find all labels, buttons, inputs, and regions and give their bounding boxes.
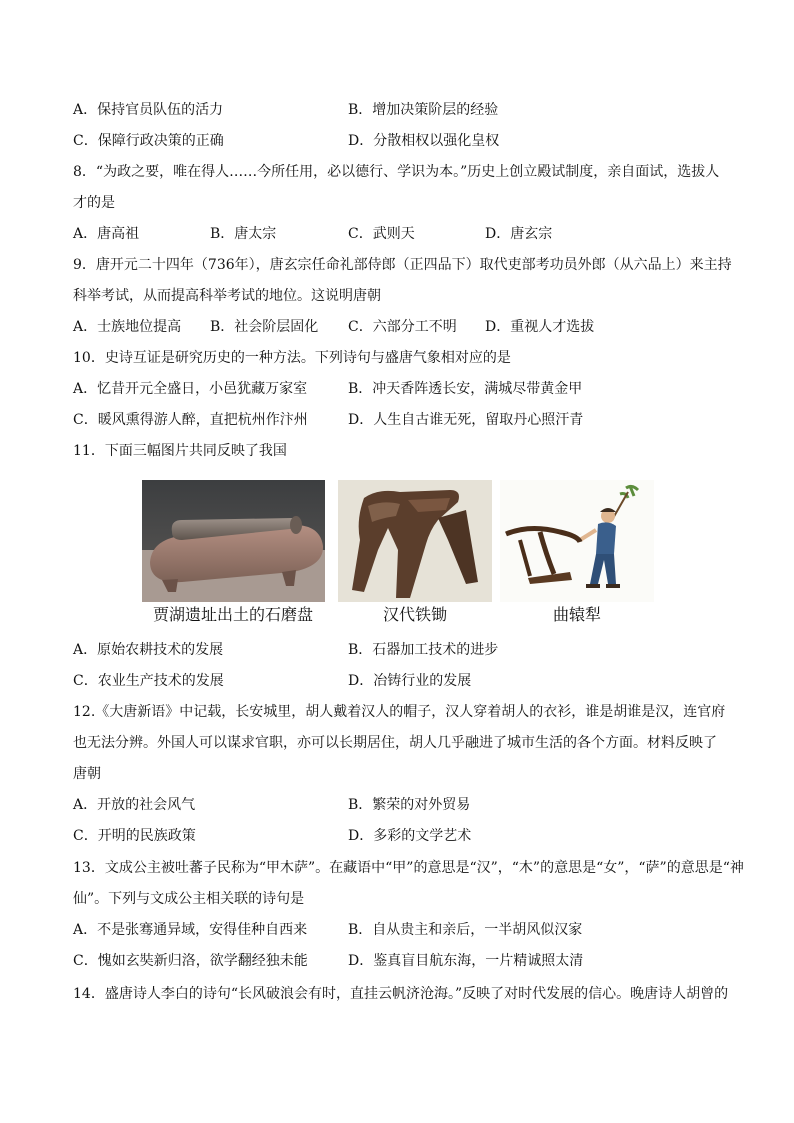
q12-option-a[interactable]: A．开放的社会风气	[73, 797, 196, 813]
q7-option-c[interactable]: C．保障行政决策的正确	[73, 133, 224, 149]
q8-option-b[interactable]: B．唐太宗	[210, 226, 277, 242]
q8-stem-line-2: 才的是	[73, 195, 115, 211]
q13-row-2	[73, 951, 584, 971]
q13-option-d[interactable]: D．鉴真盲目航东海，一片精诚照太清	[348, 953, 584, 969]
caption-stone-grinding-slab: 贾湖遗址出土的石磨盘	[152, 605, 313, 624]
q8-option-c[interactable]: C．武则天	[348, 226, 415, 242]
q13-stem-line-2: 仙”。下列与文成公主相关联的诗句是	[73, 891, 305, 907]
q12-stem-line-3: 唐朝	[73, 766, 101, 782]
q9-option-d[interactable]: D．重视人才选拔	[485, 319, 595, 335]
q9-option-b[interactable]: B．社会阶层固化	[210, 319, 319, 335]
q10-option-a[interactable]: A．忆昔开元全盛日，小邑犹藏万家室	[73, 381, 308, 397]
q12-option-d[interactable]: D．多彩的文学艺术	[348, 828, 472, 844]
q10-option-b[interactable]: B．冲天香阵透长安，满城尽带黄金甲	[348, 381, 583, 397]
q8-option-d[interactable]: D．唐玄宗	[485, 226, 553, 242]
q7-option-d[interactable]: D．分散相权以强化皇权	[348, 133, 500, 149]
q8-option-a[interactable]: A．唐高祖	[73, 226, 140, 242]
q11-option-a[interactable]: A．原始农耕技术的发展	[73, 642, 224, 658]
q9-stem-line-1: 9．唐开元二十四年（736年），唐玄宗任命礼部侍郎（正四品下）取代吏部考功员外郎（从六品上）来主持	[73, 257, 732, 273]
q14-stem-line-1: 14．盛唐诗人李白的诗句“长风破浪会有时，直挂云帆济沧海。”反映了对时代发展的信心。晚唐诗人胡曾的	[73, 986, 729, 1002]
q12-stem-line-2: 也无法分辨。外国人可以谋求官职，亦可以长期居住，胡人几乎融进了城市生活的各个方面。材料反映了	[73, 735, 717, 751]
q8-stem-line-1: 8．“为政之要，唯在得人……今所任用，必以德行、学识为本。”历史上创立殿试制度，亲自面试，选拔人	[73, 164, 720, 180]
q13-option-c[interactable]: C．愧如玄奘新归洛，欲学翻经独未能	[73, 953, 308, 969]
q10-option-d[interactable]: D．人生自古谁无死，留取丹心照汗青	[348, 412, 584, 428]
han-iron-hoe-image	[338, 480, 492, 602]
q10-row-1	[73, 379, 583, 399]
q7-option-a[interactable]: A．保持官员队伍的活力	[73, 102, 224, 118]
q9-stem-line-2: 科举考试，从而提高科举考试的地位。这说明唐朝	[73, 288, 381, 304]
q12-row-1	[73, 795, 471, 815]
q11-row-1	[73, 640, 499, 660]
q13-option-a[interactable]: A．不是张骞通异域，安得佳种自西来	[73, 922, 308, 938]
q12-row-2	[73, 826, 472, 846]
caption-curved-shaft-plough: 曲辕犁	[552, 605, 601, 624]
q10-row-2	[73, 410, 584, 430]
caption-han-iron-hoe: 汉代铁锄	[382, 605, 447, 624]
q13-stem-line-1: 13．文成公主被吐蕃子民称为“甲木萨”。在藏语中“甲”的意思是“汉”，“木”的意思是“女”，“萨”的意思是“神	[73, 860, 744, 876]
q10-option-c[interactable]: C．暖风熏得游人醉，直把杭州作汴州	[73, 412, 308, 428]
q8-options	[73, 224, 553, 244]
q9-option-a[interactable]: A．士族地位提高	[73, 319, 182, 335]
q11-option-d[interactable]: D．冶铸行业的发展	[348, 673, 472, 689]
q12-stem-line-1: 12.《大唐新语》中记载，长安城里，胡人戴着汉人的帽子，汉人穿着胡人的衣衫，谁是胡谁是汉，连官府	[73, 704, 726, 720]
q7-row-1	[73, 100, 499, 120]
curved-shaft-plough-image	[500, 480, 654, 602]
q9-option-c[interactable]: C．六部分工不明	[348, 319, 457, 335]
q7-option-b[interactable]: B．增加决策阶层的经验	[348, 102, 499, 118]
q13-row-1	[73, 920, 583, 940]
q12-option-c[interactable]: C．开明的民族政策	[73, 828, 196, 844]
q13-option-b[interactable]: B．自从贵主和亲后，一半胡风似汉家	[348, 922, 583, 938]
stone-grinding-slab-image	[142, 480, 325, 602]
q12-option-b[interactable]: B．繁荣的对外贸易	[348, 797, 471, 813]
q7-row-2	[73, 131, 500, 151]
q11-image-row	[142, 480, 662, 630]
q10-stem: 10．史诗互证是研究历史的一种方法。下列诗句与盛唐气象相对应的是	[73, 350, 511, 366]
q11-option-c[interactable]: C．农业生产技术的发展	[73, 673, 224, 689]
q11-stem: 11．下面三幅图片共同反映了我国	[73, 443, 287, 459]
q9-options	[73, 317, 595, 337]
q11-option-b[interactable]: B．石器加工技术的进步	[348, 642, 499, 658]
q11-row-2	[73, 671, 472, 691]
